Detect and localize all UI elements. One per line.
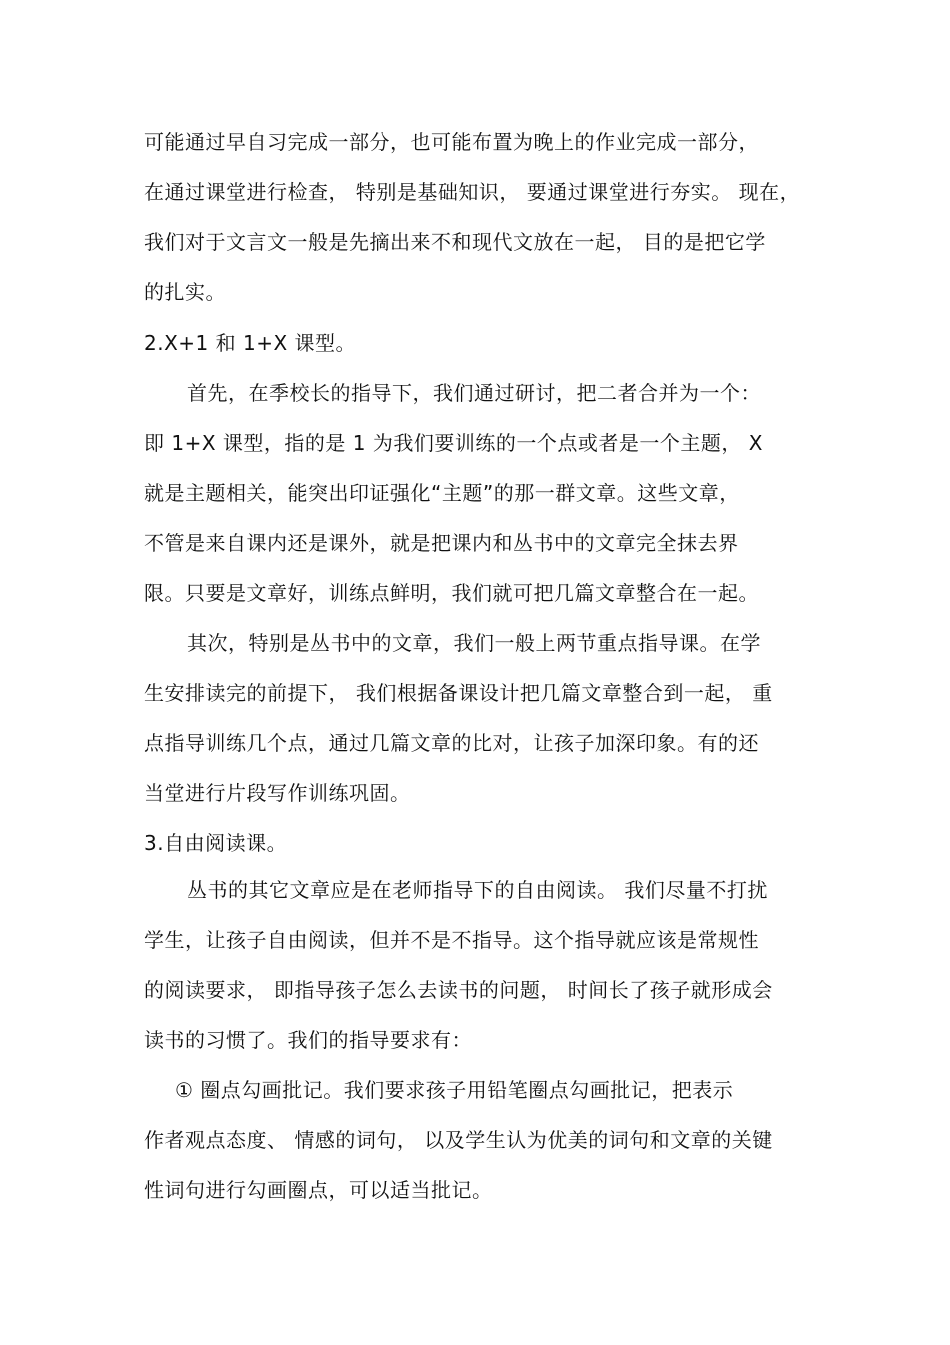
text-line: 就是主题相关，能突出印证强化“主题”的那一群文章。这些文章， [144,481,740,505]
text-line: 当堂进行片段写作训练巩固。 [144,781,411,805]
paragraph-start: 其次，特别是丛书中的文章，我们一般上两节重点指导课。在学 [187,631,761,655]
text-line: 学生，让孩子自由阅读，但并不是不指导。这个指导就应该是常规性 [144,928,759,952]
text-line: 即 1+X 课型，指的是 1 为我们要训练的一个点或者是一个主题， X [144,431,763,455]
section-heading: 2.X+1 和 1+X 课型。 [144,331,357,355]
section-heading: 3.自由阅读课。 [144,831,288,855]
paragraph-start: 丛书的其它文章应是在老师指导下的自由阅读。 我们尽量不打扰 [187,878,768,902]
text-line: 生安排读完的前提下， 我们根据备课设计把几篇文章整合到一起， 重 [144,681,773,705]
text-line: 可能通过早自习完成一部分，也可能布置为晚上的作业完成一部分， [144,130,759,154]
text-line: 我们对于文言文一般是先摘出来不和现代文放在一起， 目的是把它学 [144,230,766,254]
paragraph-start: 首先，在季校长的指导下，我们通过研讨，把二者合并为一个： [187,381,761,405]
text-line: 作者观点态度、 情感的词句， 以及学生认为优美的词句和文章的关键 [144,1128,773,1152]
text-line: 的扎实。 [144,280,226,304]
text-line: 限。只要是文章好，训练点鲜明，我们就可把几篇文章整合在一起。 [144,581,759,605]
text-line: 性词句进行勾画圈点，可以适当批记。 [144,1178,493,1202]
text-line: 不管是来自课内还是课外，就是把课内和丛书中的文章完全抹去界 [144,531,739,555]
text-line: 读书的习惯了。我们的指导要求有： [144,1028,472,1052]
text-line: 的阅读要求， 即指导孩子怎么去读书的问题， 时间长了孩子就形成会 [144,978,773,1002]
list-item-start: ① 圈点勾画批记。我们要求孩子用铅笔圈点勾画批记，把表示 [175,1078,734,1102]
text-line: 点指导训练几个点，通过几篇文章的比对，让孩子加深印象。有的还 [144,731,759,755]
text-line: 在通过课堂进行检查， 特别是基础知识， 要通过课堂进行夯实。 现在， [144,180,801,204]
